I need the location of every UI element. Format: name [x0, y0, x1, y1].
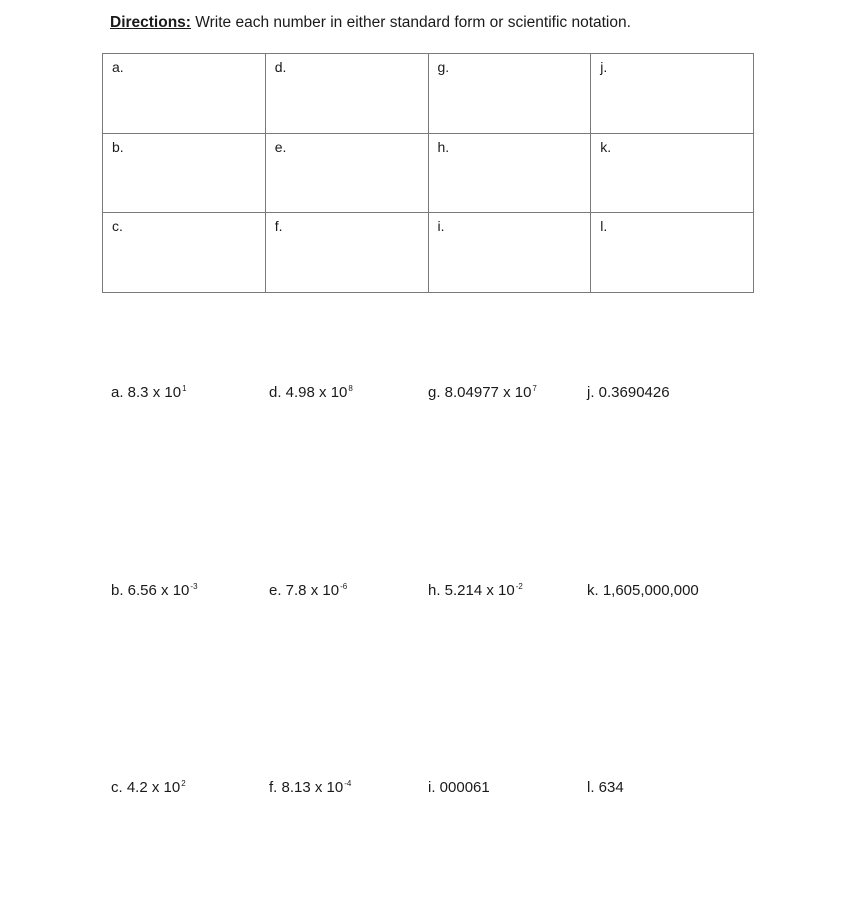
problem-e-exponent: -6	[340, 582, 348, 591]
problem-j	[587, 384, 670, 401]
problem-h-base: h. 5.214 x 10	[428, 582, 515, 599]
problem-d-exponent: 8	[348, 384, 353, 393]
problem-g-base: g. 8.04977 x 10	[428, 384, 532, 401]
answer-cell-c[interactable]: c.	[103, 213, 266, 293]
problem-c-base: c. 4.2 x 10	[111, 779, 181, 796]
problem-d-base: d. 4.98 x 10	[269, 384, 348, 401]
answer-cell-d[interactable]: d.	[265, 54, 428, 134]
problem-g-exponent: 7	[532, 384, 537, 393]
problem-a-exponent: 1	[182, 384, 187, 393]
problem-i-text: i. 000061	[428, 779, 490, 796]
problem-k	[587, 582, 699, 599]
problem-f	[269, 779, 351, 796]
problem-e	[269, 582, 347, 599]
problem-f-base: f. 8.13 x 10	[269, 779, 344, 796]
answer-cell-j[interactable]: j.	[591, 54, 754, 134]
directions-text: Write each number in either standard form or scientific notation.	[190, 14, 631, 31]
problem-b-base: b. 6.56 x 10	[111, 582, 190, 599]
problem-b-exponent: -3	[190, 582, 198, 591]
problem-h-exponent: -2	[515, 582, 523, 591]
problem-f-exponent: -4	[344, 779, 352, 788]
problem-i	[428, 779, 490, 796]
answer-cell-a[interactable]: a.	[103, 54, 266, 134]
answer-cell-g[interactable]: g.	[428, 54, 591, 134]
answer-cell-i[interactable]: i.	[428, 213, 591, 293]
problem-l-text: l. 634	[587, 779, 624, 796]
problem-e-base: e. 7.8 x 10	[269, 582, 340, 599]
problem-d	[269, 384, 353, 401]
directions-label: Directions:	[110, 14, 191, 31]
answer-cell-l[interactable]: l.	[591, 213, 754, 293]
problem-l	[587, 779, 624, 796]
problem-c	[111, 779, 186, 796]
problem-a	[111, 384, 187, 401]
answer-cell-e[interactable]: e.	[265, 133, 428, 213]
problem-j-text: j. 0.3690426	[587, 384, 670, 401]
answer-cell-k[interactable]: k.	[591, 133, 754, 213]
problem-a-base: a. 8.3 x 10	[111, 384, 182, 401]
problem-c-exponent: 2	[181, 779, 186, 788]
answer-cell-b[interactable]: b.	[103, 133, 266, 213]
problem-h	[428, 582, 523, 599]
problem-k-text: k. 1,605,000,000	[587, 582, 699, 599]
problem-g	[428, 384, 537, 401]
answer-cell-f[interactable]: f.	[265, 213, 428, 293]
answer-cell-h[interactable]: h.	[428, 133, 591, 213]
problem-b	[111, 582, 198, 599]
